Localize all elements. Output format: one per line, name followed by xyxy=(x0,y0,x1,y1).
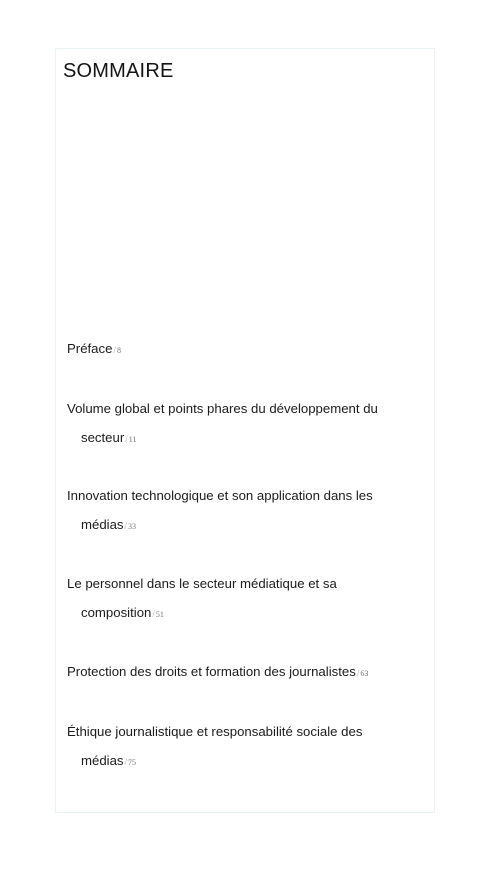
toc-entry-line xyxy=(67,516,373,545)
toc-entry-line xyxy=(67,575,337,604)
toc-entry-text: médias xyxy=(81,517,124,532)
toc-entry-line xyxy=(67,340,121,369)
toc-entry-text: Innovation technologique et son application dans les xyxy=(67,488,373,503)
toc-entry-text: composition xyxy=(81,605,152,620)
toc-page-number: / 11 xyxy=(124,435,136,444)
toc-entry-line xyxy=(67,400,378,429)
toc-entry-line xyxy=(67,663,368,692)
toc-page-number: / 63 xyxy=(356,669,369,678)
toc-page-number: / 33 xyxy=(124,522,137,531)
toc-entry-text: Préface xyxy=(67,341,113,356)
toc-entry-line xyxy=(67,723,362,752)
page-title: SOMMAIRE xyxy=(63,60,174,82)
toc-entry-text: médias xyxy=(81,753,124,768)
toc-entry-line xyxy=(67,487,373,516)
toc-entry-personnel[interactable] xyxy=(67,575,337,633)
toc-page-number: / 51 xyxy=(151,610,164,619)
toc-entry-line xyxy=(67,752,362,781)
toc-entry-text: Éthique journalistique et responsabilité sociale des xyxy=(67,724,363,739)
toc-entry-ethique[interactable] xyxy=(67,723,362,781)
toc-page-number: / 8 xyxy=(112,346,121,355)
toc-entry-line xyxy=(67,429,378,458)
toc-entry-protection[interactable] xyxy=(67,663,368,692)
toc-entry-volume-global[interactable] xyxy=(67,400,378,458)
toc-entry-text: Volume global et points phares du développement du xyxy=(67,401,378,416)
toc-entry-text: Le personnel dans le secteur médiatique et sa xyxy=(67,576,337,591)
toc-page-number: / 75 xyxy=(124,758,137,767)
toc-entry-text: secteur xyxy=(81,430,125,445)
toc-entry-preface[interactable] xyxy=(67,340,121,369)
toc-entry-innovation[interactable] xyxy=(67,487,373,545)
toc-entry-text: Protection des droits et formation des journalistes xyxy=(67,664,356,679)
toc-entry-line xyxy=(67,604,337,633)
